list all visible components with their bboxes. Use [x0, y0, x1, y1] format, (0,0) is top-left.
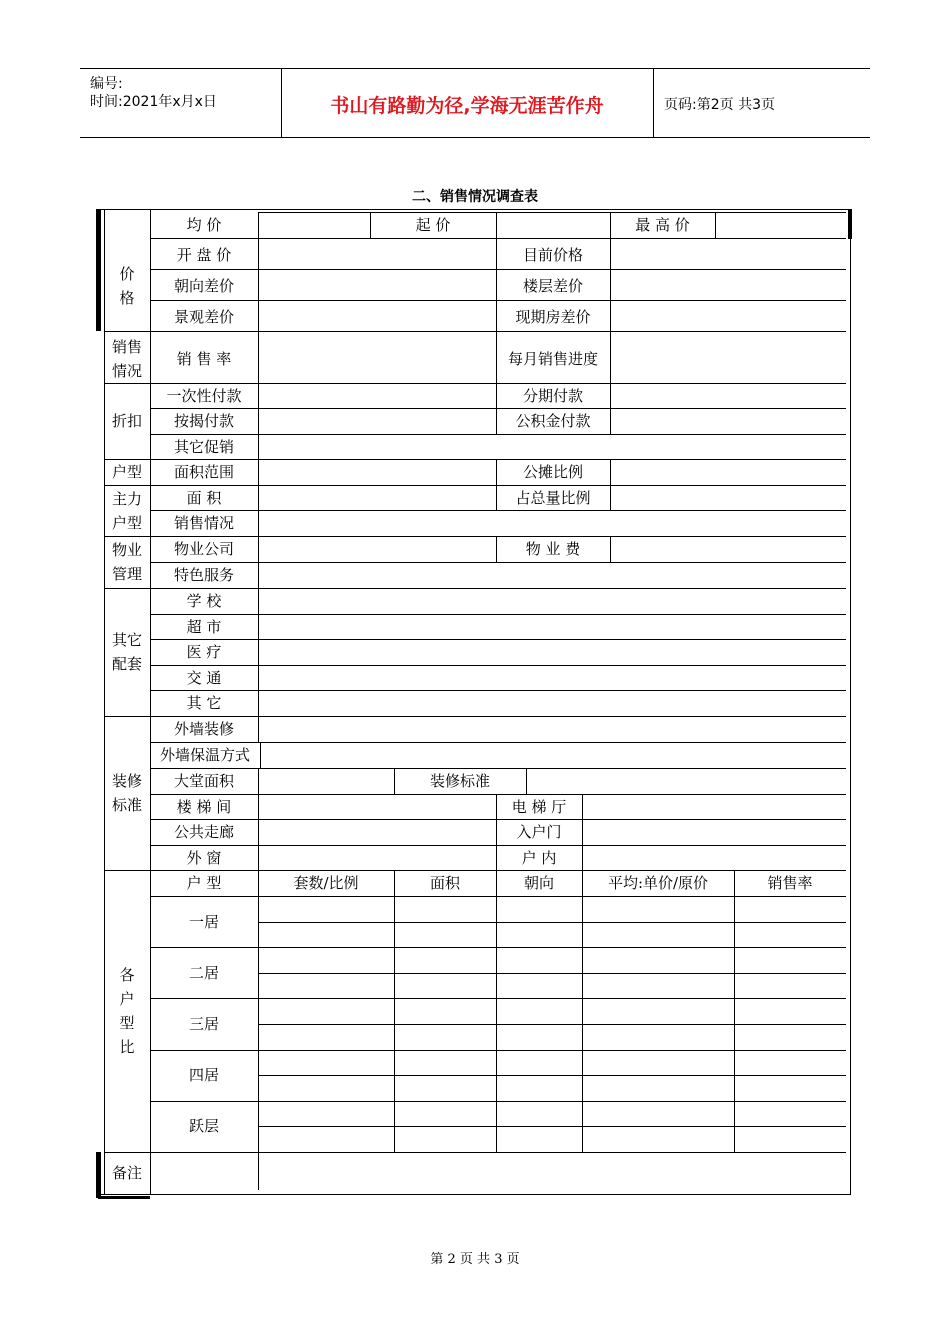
column-divider [258, 331, 259, 459]
price-group-label: 价 格 [119, 264, 135, 307]
insulation-label: 外墙保温方式 [159, 746, 250, 764]
time-label: 时间:2021年x月x日 [90, 94, 217, 110]
motto: 书山有路勤为径,学海无涯苦作舟 [330, 95, 604, 117]
column-divider [258, 459, 259, 588]
unit-table-subrow-divider [258, 1126, 846, 1127]
column-divider [258, 1152, 259, 1190]
traffic-label: 交 通 [186, 668, 222, 687]
discount-group-label: 折扣 [111, 412, 142, 430]
page-label: 页码:第2页 共3页 [664, 97, 775, 113]
special-service-label: 特色服务 [173, 566, 234, 584]
indoor-label: 户 内 [521, 848, 557, 867]
area-label: 面 积 [186, 488, 222, 507]
unit-table-header-3: 面积 [429, 874, 460, 892]
floor-diff-label: 楼层差价 [522, 277, 583, 295]
stairwell-label: 楼 梯 间 [176, 797, 232, 816]
price-top-line [258, 212, 846, 213]
table-right-border [850, 209, 851, 1195]
corridor-label: 公共走廊 [173, 823, 234, 841]
unit-table-header-5: 平均:单价/原价 [607, 874, 709, 892]
view-diff-label: 景观差价 [173, 308, 234, 326]
property-group-label: 物业 管理 [111, 541, 142, 583]
ratio-group-label: 各 户 型 比 [119, 966, 135, 1056]
column-divider [526, 768, 527, 794]
lobby-area-label: 大堂面积 [173, 772, 234, 790]
unit-table-header-1: 户 型 [186, 874, 222, 892]
entry-door-label: 入户门 [516, 823, 562, 841]
orientation-diff-label: 朝向差价 [173, 277, 234, 295]
supermarket-label: 超 市 [186, 617, 222, 636]
opening-price-label: 开 盘 价 [176, 246, 232, 264]
table-top-border [98, 209, 852, 210]
decoration-group-label: 装修 标准 [111, 772, 142, 814]
fund-payment-label: 公积金付款 [515, 412, 591, 430]
thick-left-bar-bottom [96, 1152, 101, 1198]
lump-sum-label: 一次性付款 [166, 386, 242, 405]
row-divider [104, 331, 846, 332]
exterior-wall-label: 外墙装修 [173, 720, 234, 738]
mortgage-label: 按揭付款 [173, 412, 234, 430]
sales-rate-label: 销 售 率 [176, 349, 232, 368]
property-company-label: 物业公司 [173, 540, 234, 558]
column-divider [610, 536, 611, 562]
unit-table-column-divider [496, 870, 497, 1152]
row-divider [150, 300, 846, 301]
avg-price-label: 均 价 [186, 216, 222, 234]
unit-table-subrow-divider [258, 973, 846, 974]
property-fee-label: 物 业 费 [525, 540, 581, 558]
facilities-group-label: 其它 配套 [111, 631, 142, 673]
area-range-label: 面积范围 [173, 463, 234, 481]
column-divider [370, 212, 371, 238]
outer-window-label: 外 窗 [186, 848, 222, 867]
table-bottom-border [98, 1194, 851, 1195]
unit-type-group-label: 户型 [111, 463, 142, 481]
row-divider [150, 238, 846, 239]
unit-table-row-label-4: 四居 [188, 1066, 219, 1085]
installment-label: 分期付款 [522, 386, 583, 405]
thick-right-bar-top [848, 209, 852, 239]
unit-table-row-label-3: 三居 [188, 1014, 219, 1033]
remarks-label: 备注 [111, 1164, 142, 1182]
column-divider [715, 212, 716, 238]
unit-table-row-label-5: 跃层 [188, 1117, 219, 1136]
other-label: 其 它 [186, 694, 222, 712]
unit-table-header-4: 朝向 [523, 874, 554, 892]
unit-table-subrow-divider [258, 922, 846, 923]
number-label: 编号: [90, 76, 123, 92]
unit-table-column-divider [258, 870, 259, 1152]
start-price-label: 起 价 [415, 216, 451, 234]
unit-table-row-label-2: 二居 [188, 963, 219, 982]
sales-status-label: 销售情况 [173, 514, 234, 532]
elevator-hall-label: 电 梯 厅 [511, 797, 567, 816]
sales-group-label: 销售 情况 [111, 337, 142, 380]
column-divider [582, 794, 583, 870]
current-price-label: 目前价格 [522, 246, 583, 264]
column-divider [258, 716, 259, 742]
decoration-std-label: 装修标准 [429, 772, 490, 790]
unit-table-column-divider [582, 870, 583, 1152]
column-divider [258, 588, 259, 716]
form-title: 二、销售情况调查表 [412, 189, 538, 205]
medical-label: 医 疗 [186, 643, 222, 661]
column-divider [260, 742, 261, 768]
column-divider [258, 212, 259, 331]
unit-table-column-divider [394, 870, 395, 1152]
unit-table-row-label-1: 一居 [188, 912, 219, 931]
unit-table-subrow-divider [258, 1024, 846, 1025]
thick-left-bar-top [96, 209, 101, 331]
shared-ratio-label: 公摊比例 [522, 463, 583, 481]
row-divider [150, 269, 846, 270]
unit-table-header-2: 套数/比例 [293, 874, 359, 892]
thick-bottom-bar [98, 1196, 150, 1199]
school-label: 学 校 [186, 592, 222, 610]
unit-table-subrow-divider [258, 1075, 846, 1076]
max-price-label: 最 高 价 [635, 216, 690, 234]
total-ratio-label: 占总量比例 [515, 488, 591, 507]
other-promo-label: 其它促销 [173, 437, 234, 456]
monthly-progress-label: 每月销售进度 [507, 349, 598, 368]
unit-table-column-divider [734, 870, 735, 1152]
ready-diff-label: 现期房差价 [515, 308, 591, 326]
unit-table-header-6: 销售率 [767, 874, 813, 892]
main-unit-group-label: 主力 户型 [111, 489, 142, 532]
page-footer: 第 2 页 共 3 页 [430, 1252, 520, 1267]
row-divider [104, 1152, 846, 1153]
